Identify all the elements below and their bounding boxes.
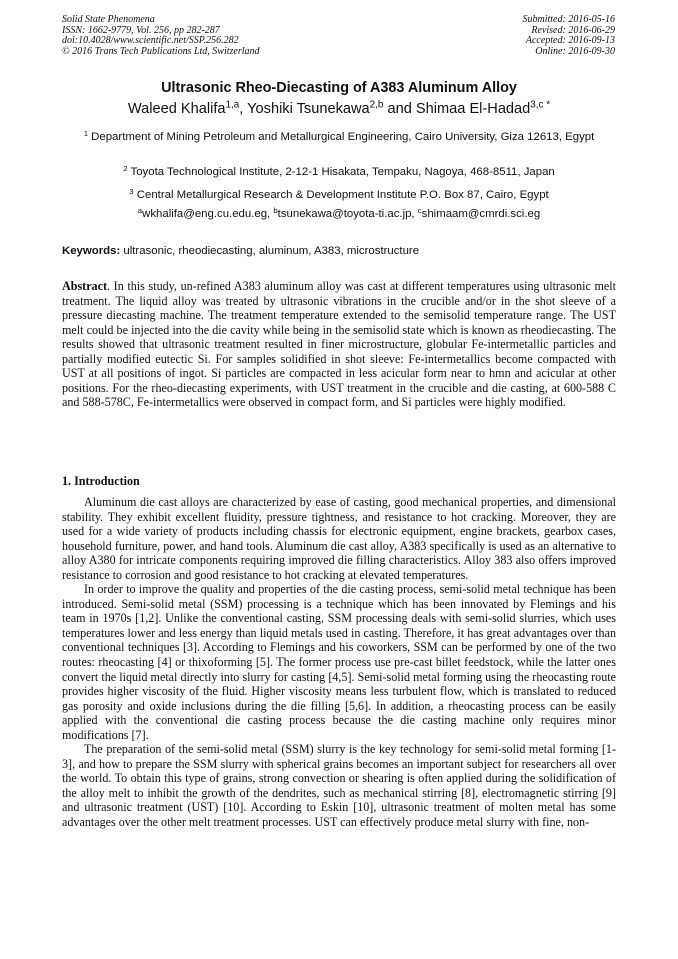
keywords-label: Keywords:: [62, 245, 121, 257]
email-link[interactable]: shimaam@cmrdi.sci.eg: [421, 208, 541, 220]
date-accepted: Accepted: 2016-09-13: [525, 35, 615, 47]
date-revised: Revised: 2016-06-29: [531, 24, 615, 36]
submission-dates: [523, 15, 616, 57]
journal-doi: doi:10.4028/www.scientific.net/SSP.256.282: [62, 35, 239, 47]
author-mark: 1,a: [225, 99, 240, 111]
author-mark: 2,b: [369, 99, 384, 111]
affiliation-3: [62, 188, 616, 202]
affiliation-text: Central Metallurgical Research & Development Institute P.O. Box 87, Cairo, Egypt: [133, 189, 549, 201]
affiliation-mark: 1: [83, 128, 88, 138]
email-mark: c: [417, 205, 422, 215]
paragraph: In order to improve the quality and properties of the die casting process, semi-solid metal technique has been introduced. Semi-solid metal (SSM) processing is a technique which has been innovated by Flemings and his team in 1970s [1,2]. Unlike the conventional casting, SSM processing deals with semi-solid slurries, which uses temperatures lower and less energy than liquid metals used in casting. Therefore, it has great advantages over than conventional techniques [3]. According to Flemings and his coworkers, SSM can be performed by one of the two routes: rheocasting [4] or thixoforming [5]. The former process use pre-cast billet feedstock, while the latter ones convert the liquid metal directly into slurry for casting [4,5]. Semi-solid metal forming using the rheocasting route provides higher viscosity of the fluid. Higher viscosity means less turbulent flow, which is translated to reduced gas porosity and oxide inclusions during the die filling [5,6]. In addition, a rheocasting process can be easily applied with the conventional die casting process because the die casting machine only requires minor modifications [7].: [62, 582, 616, 742]
abstract-text: . In this study, un-refined A383 aluminum alloy was cast at different temperatures using ultrasonic melt treatment. The liquid alloy was treated by ultrasonic vibrations in the crucible and/or in the shot sleeve of a pressure diecasting machine. The treatment temperature extended to the semisolid temperature range. The UST melt could be injected into the die cavity while being in the semisolid state which is known as rheodiecasting. The results showed that ultrasonic treatment resulted in finer microstructure, globular Fe-intermetallic particles and partially modified eutectic Si. For samples solidified in shot sleeve: Fe-intermetallics become compacted with UST at all positions of ingot. Si particles are compacted in less acicular form near to hmn and acicular at other positions. For the rheo-diecasting experiments, with UST treatment in the crucible and die casting, at 600-588 C and 588-578C, Fe-intermetallics were observed in compact form, and Si particles were highly modified.: [62, 279, 616, 410]
affiliation-text: Department of Mining Petroleum and Metallurgical Engineering, Cairo University, Giza 12613, Egypt: [88, 131, 595, 143]
author-emails: [62, 205, 616, 220]
email-link[interactable]: wkhalifa@eng.cu.edu.eg,: [142, 208, 274, 220]
paper-title: Ultrasonic Rheo-Diecasting of A383 Aluminum Alloy: [161, 80, 517, 96]
affiliation-text: Toyota Technological Institute, 2-12-1 Hisakata, Tempaku, Nagoya, 468-8511, Japan: [127, 166, 555, 178]
affiliation-mark: 3: [129, 186, 134, 196]
journal-issn: ISSN: 1662-9779, Vol. 256, pp 282-287: [62, 24, 220, 36]
affiliation-2: [62, 165, 616, 179]
journal-name: Solid State Phenomena: [62, 14, 155, 25]
author-name: Yoshiki Tsunekawa: [247, 101, 370, 117]
date-submitted: Submitted: 2016-05-16: [522, 14, 615, 25]
keywords-text: ultrasonic, rheodiecasting, aluminum, A383, microstructure: [120, 245, 420, 257]
affiliation-1: [62, 130, 616, 144]
author-separator: and: [383, 101, 416, 117]
paragraph: Aluminum die cast alloys are characterized by ease of casting, good mechanical properties, and dimensional stability. They exhibit excellent fluidity, pressure tightness, and resistance to hot cracking. Moreover, they are used for a wide variety of products including chassis for electronic equipment, engine brackets, gearbox cases, household furniture, power, and hand tools. Aluminum die cast alloy, A383 specifically is used as an alternative to alloy A380 for intricate components requiring improved die filling characteristics. Alloy 383 also offers improved resistance to corrosion and good resistance to hot cracking at elevated temperatures.: [62, 495, 616, 582]
journal-copyright: © 2016 Trans Tech Publications Ltd, Switzerland: [62, 45, 260, 57]
author-name: Waleed Khalifa: [127, 101, 226, 117]
email-link[interactable]: tsunekawa@toyota-ti.ac.jp,: [277, 208, 418, 220]
introduction-body: [62, 495, 616, 830]
abstract: [62, 279, 616, 410]
author-list: [0, 101, 678, 117]
date-online: Online: 2016-09-30: [535, 45, 615, 57]
abstract-label: Abstract: [62, 279, 108, 293]
keywords: [62, 245, 616, 257]
author-name: Shimaa El-Hadad: [415, 101, 531, 117]
paragraph: The preparation of the semi-solid metal (SSM) slurry is the key technology for semi-solid metal forming [1-3], and how to prepare the SSM slurry with spherical grains becomes an important subject for researchers all over the world. To obtain this type of grains, strong convection or shearing is often applied during the solidification of the alloy melt to inhibit the growth of the dendrites, such as mechanical stirring [8], electromagnetic stirring [9] and ultrasonic treatment (UST) [10]. According to Eskin [10], ultrasonic treatment of molten metal has some advantages over the other melt treatment processes. UST can effectively produce metal slurry with fine, non-: [62, 742, 616, 830]
journal-info: [62, 15, 260, 57]
affiliation-mark: 2: [123, 163, 128, 173]
section-heading: 1. Introduction: [62, 474, 140, 488]
author-separator: ,: [239, 101, 248, 117]
email-mark: a: [137, 205, 143, 215]
author-mark: 3,c *: [530, 99, 551, 111]
email-mark: b: [273, 205, 278, 215]
